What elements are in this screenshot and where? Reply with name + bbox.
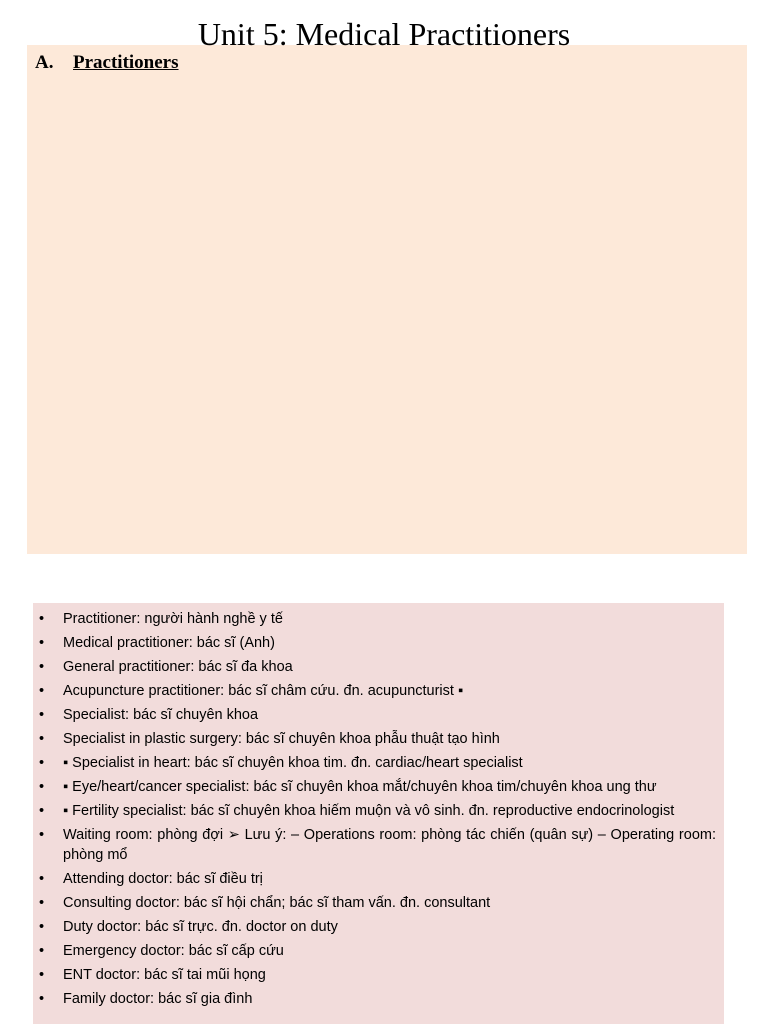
- list-item: [33, 989, 716, 1009]
- bullet-icon: •: [39, 779, 45, 795]
- section-a-header: [35, 52, 179, 74]
- list-item-text: Acupuncture practitioner: bác sĩ châm cứu. đn. acupuncturist ▪: [63, 683, 464, 699]
- list-item-text: Waiting room: phòng đợi ➢ Lưu ý: – Operations room: phòng tác chiến (quân sự) – Operating room: phòng mổ: [63, 827, 716, 863]
- list-item-text: Specialist in plastic surgery: bác sĩ chuyên khoa phẫu thuật tạo hình: [63, 731, 500, 747]
- page-title: Unit 5: Medical Practitioners: [197, 16, 571, 52]
- section-letter: A.: [35, 52, 54, 73]
- bullet-icon: •: [39, 919, 45, 935]
- list-item: [33, 657, 716, 677]
- list-item: [33, 633, 716, 653]
- list-item: [33, 681, 716, 701]
- list-item-text: Medical practitioner: bác sĩ (Anh): [63, 635, 275, 651]
- bullet-icon: •: [39, 991, 45, 1007]
- list-item: [33, 753, 716, 773]
- section-heading: Practitioners: [73, 52, 179, 73]
- list-item: [33, 941, 716, 961]
- list-item-text: Attending doctor: bác sĩ điều trị: [63, 871, 263, 887]
- list-item-text: Practitioner: người hành nghề y tế: [63, 611, 283, 627]
- list-item: [33, 609, 716, 629]
- bullet-icon: •: [39, 659, 45, 675]
- bullet-icon: •: [39, 755, 45, 771]
- list-item-text: Specialist: bác sĩ chuyên khoa: [63, 707, 259, 723]
- bullet-icon: •: [39, 683, 45, 699]
- bullet-icon: •: [39, 611, 45, 627]
- list-item: [33, 729, 716, 749]
- bullet-icon: •: [39, 967, 45, 983]
- list-item: [33, 965, 716, 985]
- list-item: [33, 801, 716, 821]
- bullet-icon: •: [39, 871, 45, 887]
- section-a-box: [27, 45, 747, 554]
- list-item-text: General practitioner: bác sĩ đa khoa: [63, 659, 293, 675]
- list-item-text: ▪ Eye/heart/cancer specialist: bác sĩ chuyên khoa mắt/chuyên khoa tim/chuyên khoa ung thư: [63, 779, 657, 795]
- bullet-icon: •: [39, 707, 45, 723]
- list-item: [33, 917, 716, 937]
- list-item: [33, 705, 716, 725]
- list-item: [33, 777, 716, 797]
- list-item-text: Family doctor: bác sĩ gia đình: [63, 991, 253, 1007]
- list-item: [33, 825, 716, 865]
- vocabulary-list: [33, 603, 724, 1009]
- bullet-icon: •: [39, 895, 45, 911]
- bullet-icon: •: [39, 943, 45, 959]
- list-item-text: Emergency doctor: bác sĩ cấp cứu: [63, 943, 284, 959]
- bullet-icon: •: [39, 827, 45, 843]
- list-item-text: Consulting doctor: bác sĩ hội chẩn; bác sĩ tham vấn. đn. consultant: [63, 895, 491, 911]
- bullet-icon: •: [39, 803, 45, 819]
- bullet-icon: •: [39, 731, 45, 747]
- list-item-text: Duty doctor: bác sĩ trực. đn. doctor on duty: [63, 919, 338, 935]
- list-item-text: ▪ Specialist in heart: bác sĩ chuyên khoa tim. đn. cardiac/heart specialist: [63, 755, 523, 771]
- list-item-text: ENT doctor: bác sĩ tai mũi họng: [63, 967, 266, 983]
- list-item-text: ▪ Fertility specialist: bác sĩ chuyên khoa hiếm muộn và vô sinh. đn. reproductive endocrinologist: [63, 803, 675, 819]
- list-item: [33, 893, 716, 913]
- vocabulary-box: [33, 603, 724, 1024]
- list-item: [33, 869, 716, 889]
- bullet-icon: •: [39, 635, 45, 651]
